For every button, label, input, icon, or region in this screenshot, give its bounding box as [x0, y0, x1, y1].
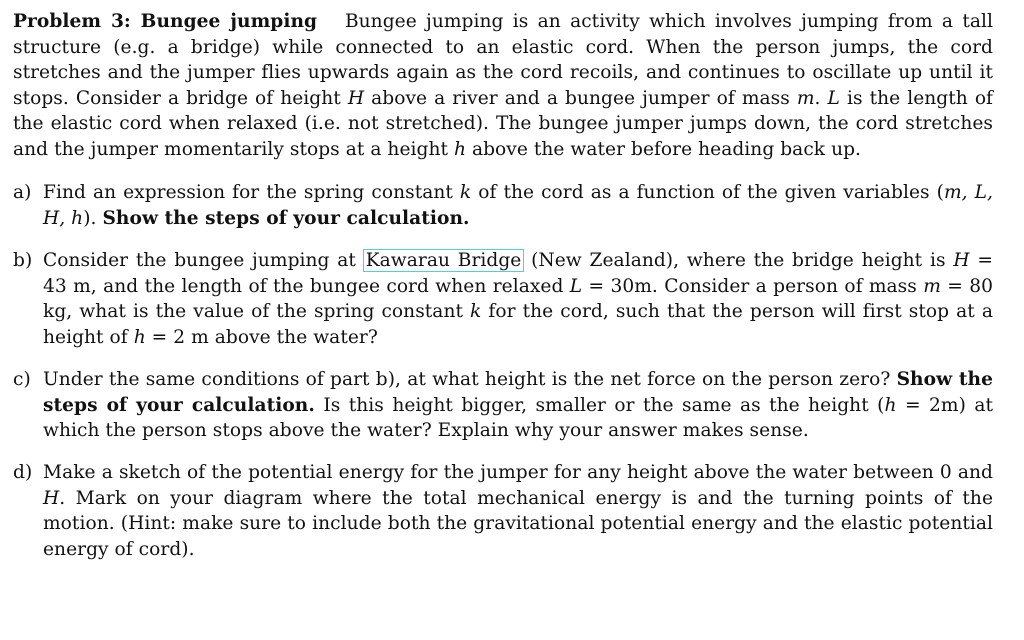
part-b-text: Consider the bungee jumping at Kawarau Bridge (New Zealand), where the bridge height is H = 43 m, and the length of the bungee cord when relaxed L = 30m. Consider a person of mass m = 80 kg, what is the value of the spring constant k for the cord, such that the person will first stop at a height of h = 2 m above the water?	[43, 250, 994, 348]
part-c-label: c)	[13, 369, 31, 390]
part-a-label: a)	[13, 182, 32, 203]
part-b-label: b)	[13, 250, 33, 271]
problem-heading: Problem 3: Bungee jumping	[13, 11, 318, 32]
problem-intro: Problem 3: Bungee jumping Bungee jumping is an activity which involves jumping from a tall structure (e.g. a bridge) while connected to an elastic cord. When the person jumps, the cord stretches and the jumper flies upwards again as the cord recoils, and continues to oscillate up until it stops. Consider a bridge of height H above a river and a bungee jumper of mass m. L is the length of the elastic cord when relaxed (i.e. not stretched). The bungee jumper jumps down, the cord stretches and the jumper momentarily stops at a height h above the water before heading back up.	[13, 11, 993, 160]
part-c	[13, 367, 993, 444]
kawarau-bridge-link[interactable]: Kawarau Bridge	[363, 249, 525, 272]
part-a	[13, 180, 993, 231]
part-a-text: Find an expression for the spring constant k of the cord as a function of the given variables (m, L, H, h). Show the steps of your calculation.	[43, 182, 993, 229]
part-d-label: d)	[13, 462, 33, 483]
part-d	[13, 460, 993, 562]
part-c-text: Under the same conditions of part b), at what height is the net force on the person zero? Show the steps of your calculation. Is this height bigger, smaller or the same as the height (h = 2m) at which the person stops above the water? Explain why your answer makes sense.	[43, 369, 993, 442]
part-b	[13, 248, 993, 350]
part-d-text: Make a sketch of the potential energy for the jumper for any height above the water between 0 and H. Mark on your diagram where the total mechanical energy is and the turning points of the motion. (Hint: make sure to include both the gravitational potential energy and the elastic potential energy of cord).	[43, 462, 993, 560]
